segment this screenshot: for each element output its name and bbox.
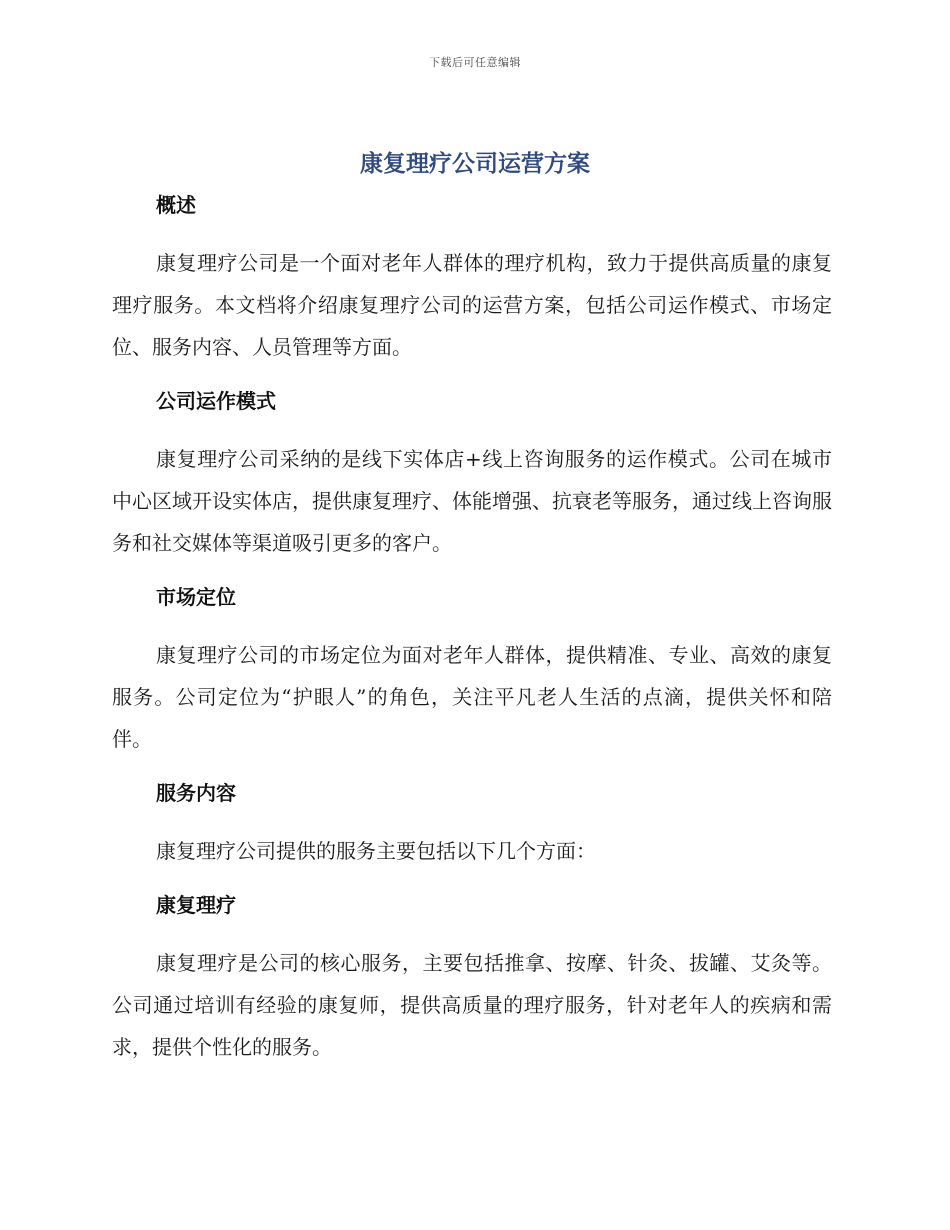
section-paragraph: 康复理疗公司是一个面对老年人群体的理疗机构，致力于提供高质量的康复理疗服务。本文档将介绍康复理疗公司的运营方案，包括公司运作模式、市场定位、服务内容、人员管理等方面。 xyxy=(112,251,832,359)
section-heading: 公司运作模式 xyxy=(156,389,276,413)
section-market-positioning xyxy=(112,582,832,760)
section-overview xyxy=(112,190,832,368)
page-header-note: 下载后可任意编辑 xyxy=(429,56,521,69)
section-heading: 服务内容 xyxy=(156,781,236,805)
section-paragraph: 康复理疗公司的市场定位为面对老年人群体，提供精准、专业、高效的康复服务。公司定位为“护眼人”的角色，关注平凡老人生活的点滴，提供关怀和陪伴。 xyxy=(112,643,832,751)
section-heading: 康复理疗 xyxy=(156,893,236,917)
section-paragraph: 康复理疗是公司的核心服务，主要包括推拿、按摩、针灸、拔罐、艾灸等。公司通过培训有经验的康复师，提供高质量的理疗服务，针对老年人的疾病和需求，提供个性化的服务。 xyxy=(112,951,832,1059)
section-operation-model xyxy=(112,386,832,564)
section-rehab-therapy xyxy=(112,890,832,1068)
section-paragraph: 康复理疗公司采纳的是线下实体店+线上咨询服务的运作模式。公司在城市中心区域开设实体店，提供康复理疗、体能增强、抗衰老等服务，通过线上咨询服务和社交媒体等渠道吸引更多的客户。 xyxy=(112,447,832,555)
section-heading: 市场定位 xyxy=(156,585,236,609)
document-title: 康复理疗公司运营方案 xyxy=(360,151,590,177)
section-paragraph: 康复理疗公司提供的服务主要包括以下几个方面： xyxy=(156,839,596,863)
section-services xyxy=(112,778,832,872)
section-heading: 概述 xyxy=(156,193,196,217)
document-body xyxy=(112,190,832,1086)
